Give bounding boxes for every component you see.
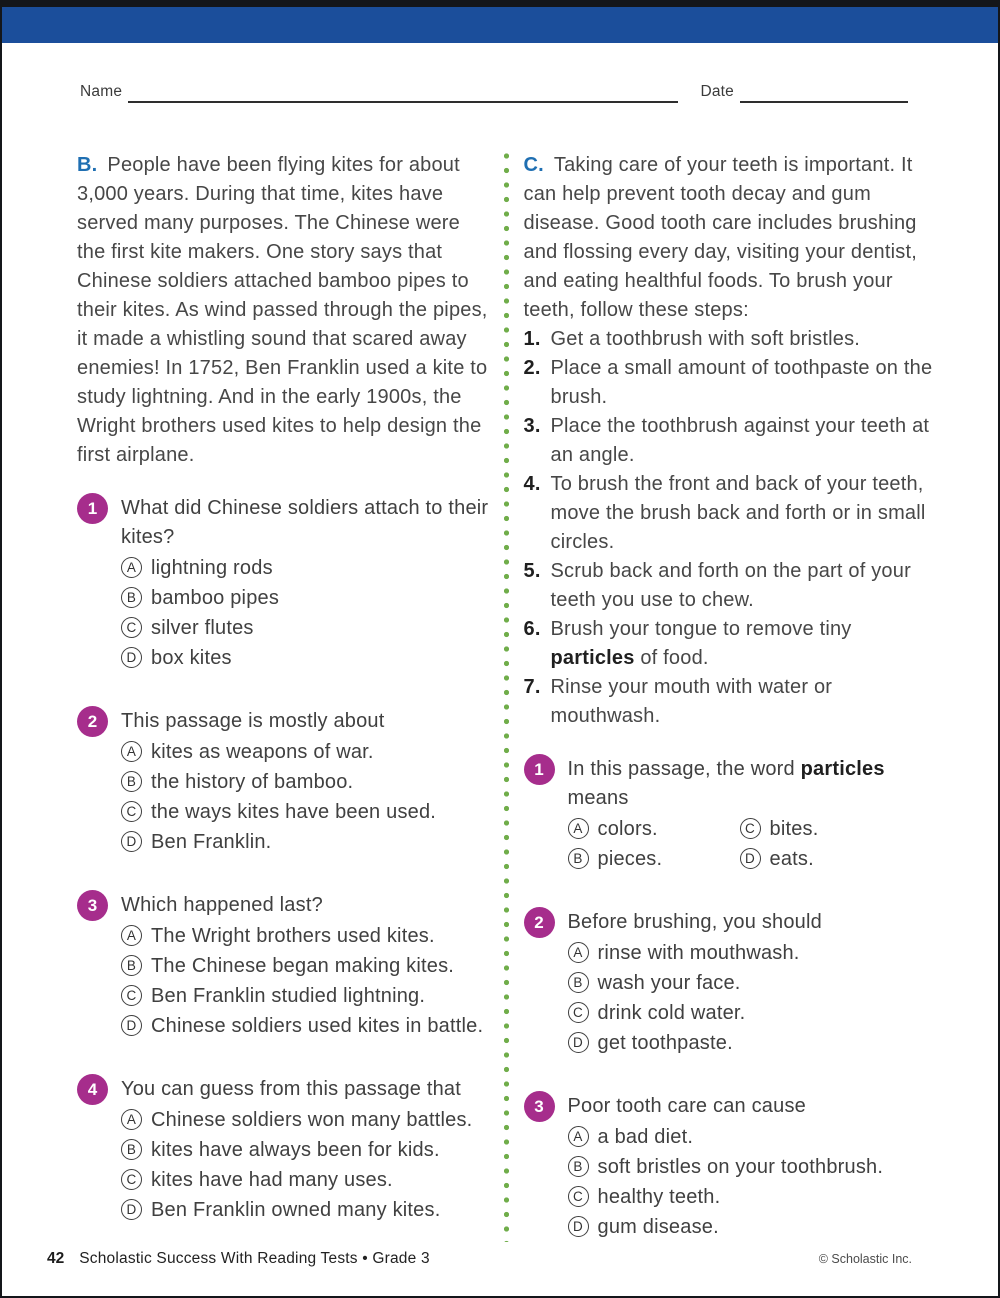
text-segment: This passage is mostly about (121, 710, 385, 732)
option-text: The Wright brothers used kites. (151, 925, 435, 947)
question-number-badge: 2 (77, 706, 108, 737)
name-date-row (80, 81, 908, 103)
question-stem (568, 1092, 937, 1121)
option-letter-circle: B (121, 1139, 142, 1160)
text-segment: Place the toothbrush against your teeth at an angle. (550, 415, 930, 466)
step-number: 5. (523, 560, 541, 582)
option-text: kites have had many uses. (151, 1169, 393, 1191)
name-label: Name (80, 83, 123, 100)
question-block (77, 891, 490, 1041)
option-letter-circle: C (121, 1169, 142, 1190)
footer-book-title: Scholastic Success With Reading Tests • Grade 3 (79, 1250, 430, 1267)
step-number: 3. (523, 415, 541, 437)
option-letter-circle: A (568, 942, 589, 963)
option-text: bites. (769, 818, 819, 840)
option-letter-circle: B (568, 1156, 589, 1177)
question-number-badge: 4 (77, 1074, 108, 1105)
passage-step (524, 673, 937, 731)
option-letter-circle: B (568, 972, 589, 993)
two-column-layout (77, 151, 936, 1242)
question-stem (568, 908, 937, 937)
answer-option[interactable] (568, 968, 937, 998)
answer-option[interactable] (121, 1105, 490, 1135)
passage-step (524, 615, 937, 673)
step-text (551, 328, 861, 350)
footer-left (47, 1250, 430, 1268)
option-letter-circle: A (121, 741, 142, 762)
option-letter-circle: C (121, 985, 142, 1006)
option-text: Ben Franklin owned many kites. (151, 1199, 441, 1221)
answer-option[interactable] (121, 797, 490, 827)
option-letter-circle: D (121, 1199, 142, 1220)
step-text (551, 560, 911, 611)
option-letter-circle: A (121, 925, 142, 946)
option-text: lightning rods (151, 557, 273, 579)
question-stem (121, 891, 490, 920)
option-text: Ben Franklin. (151, 831, 272, 853)
option-text: the history of bamboo. (151, 771, 354, 793)
option-letter-circle: D (568, 1032, 589, 1053)
question-number-badge: 3 (77, 890, 108, 921)
answer-option[interactable] (121, 737, 490, 767)
option-letter-circle: D (121, 831, 142, 852)
question-body (121, 1075, 490, 1225)
option-letter-circle: B (121, 771, 142, 792)
answer-option[interactable] (121, 951, 490, 981)
step-number: 6. (523, 618, 541, 640)
question-number-badge: 3 (524, 1091, 555, 1122)
option-text: gum disease. (597, 1216, 719, 1238)
option-text: healthy teeth. (597, 1186, 721, 1208)
text-segment: In this passage, the word (567, 758, 801, 780)
text-segment: To brush the front and back of your teeth, move the brush back and forth or in small circles. (550, 473, 926, 553)
passage-c-steps (524, 325, 937, 731)
option-text: silver flutes (151, 617, 254, 639)
answer-option[interactable] (121, 553, 490, 583)
answer-options (121, 553, 490, 673)
question-block (77, 494, 490, 673)
option-letter-circle: A (121, 1109, 142, 1130)
text-segment: You can guess from this passage that (121, 1078, 462, 1100)
text-segment: Before brushing, you should (567, 911, 822, 933)
passage-b-questions (77, 494, 490, 1225)
question-body (568, 755, 937, 874)
answer-option[interactable] (121, 921, 490, 951)
question-block (77, 1075, 490, 1225)
text-segment: means (567, 787, 629, 809)
question-block (524, 908, 937, 1058)
answer-option[interactable] (740, 814, 937, 844)
option-text: Chinese soldiers used kites in battle. (151, 1015, 484, 1037)
step-number: 7. (523, 676, 541, 698)
answer-option[interactable] (121, 1011, 490, 1041)
passage-c (524, 151, 937, 325)
question-stem (121, 1075, 490, 1104)
text-segment: Scrub back and forth on the part of your teeth you use to chew. (550, 560, 911, 611)
option-letter-circle: A (121, 557, 142, 578)
answer-option[interactable] (568, 1212, 937, 1242)
step-number: 1. (523, 328, 541, 350)
option-text: The Chinese began making kites. (151, 955, 455, 977)
answer-option[interactable] (121, 1195, 490, 1225)
name-input-line[interactable] (128, 81, 678, 103)
question-body (568, 1092, 937, 1242)
passage-step (524, 557, 937, 615)
text-segment: of food. (634, 647, 709, 669)
question-block (77, 707, 490, 857)
step-text (551, 618, 852, 669)
left-column (77, 151, 490, 1242)
answer-option[interactable] (121, 981, 490, 1011)
answer-option[interactable] (568, 814, 740, 844)
answer-option[interactable] (121, 613, 490, 643)
step-number: 2. (523, 357, 541, 379)
passage-c-questions (524, 755, 937, 1242)
passage-step (524, 470, 937, 557)
text-segment: Rinse your mouth with water or mouthwash. (550, 676, 833, 727)
text-segment: Which happened last? (121, 894, 323, 916)
question-stem (568, 755, 937, 813)
question-stem (121, 707, 490, 736)
option-text: colors. (597, 818, 658, 840)
answer-options (568, 938, 937, 1058)
date-label: Date (700, 83, 734, 100)
option-letter-circle: D (121, 1015, 142, 1036)
footer-copyright: © Scholastic Inc. (818, 1252, 912, 1266)
question-block (524, 1092, 937, 1242)
step-text (551, 676, 833, 727)
option-text: eats. (769, 848, 814, 870)
answer-option[interactable] (121, 643, 490, 673)
option-letter-circle: C (740, 818, 761, 839)
question-number-badge: 1 (524, 754, 555, 785)
question-stem (121, 494, 490, 552)
answer-options (568, 1122, 937, 1242)
text-segment: Brush your tongue to remove tiny (550, 618, 852, 640)
text-segment: Poor tooth care can cause (567, 1095, 806, 1117)
question-block (524, 755, 937, 874)
bold-vocabulary-word: particles (800, 758, 885, 780)
option-text: Ben Franklin studied lightning. (151, 985, 426, 1007)
answer-option[interactable] (568, 1028, 937, 1058)
passage-b (77, 151, 490, 470)
step-text (551, 357, 933, 408)
option-text: Chinese soldiers won many battles. (151, 1109, 473, 1131)
text-segment: Place a small amount of toothpaste on the brush. (550, 357, 933, 408)
answer-option[interactable] (121, 583, 490, 613)
answer-option[interactable] (568, 938, 937, 968)
bold-vocabulary-word: particles (550, 647, 635, 669)
dotted-column-divider (504, 151, 509, 1242)
answer-option[interactable] (568, 1152, 937, 1182)
page-footer (47, 1250, 912, 1268)
text-segment: What did Chinese soldiers attach to their kites? (121, 497, 489, 548)
step-text (551, 415, 930, 466)
answer-option[interactable] (568, 1182, 937, 1212)
option-text: wash your face. (597, 972, 741, 994)
header-bar (2, 7, 998, 43)
passage-c-intro: Taking care of your teeth is important. It can help prevent tooth decay and gum disease. Good tooth care includes brushing and flossing every day, visiting your dentist, and eating healthful foods. To brush your teeth, follow these steps: (523, 154, 917, 321)
question-number-badge: 1 (77, 493, 108, 524)
step-text (551, 473, 926, 553)
question-body (121, 891, 490, 1041)
answer-option[interactable] (121, 1135, 490, 1165)
answer-options (568, 814, 937, 874)
footer-page-number: 42 (47, 1250, 65, 1267)
option-letter-circle: C (568, 1186, 589, 1207)
option-text: drink cold water. (597, 1002, 746, 1024)
question-body (121, 707, 490, 857)
option-letter-circle: A (568, 1126, 589, 1147)
question-number-badge: 2 (524, 907, 555, 938)
passage-step (524, 354, 937, 412)
option-text: get toothpaste. (597, 1032, 733, 1054)
option-text: kites have always been for kids. (151, 1139, 440, 1161)
option-letter-circle: B (568, 848, 589, 869)
option-text: box kites (151, 647, 232, 669)
option-letter-circle: D (121, 647, 142, 668)
option-text: kites as weapons of war. (151, 741, 374, 763)
answer-option[interactable] (568, 1122, 937, 1152)
option-letter-circle: C (121, 801, 142, 822)
passage-step (524, 412, 937, 470)
answer-option[interactable] (121, 827, 490, 857)
option-letter-circle: B (121, 587, 142, 608)
answer-option[interactable] (568, 998, 937, 1028)
text-segment: Get a toothbrush with soft bristles. (550, 328, 861, 350)
passage-step (524, 325, 937, 354)
option-text: a bad diet. (597, 1126, 694, 1148)
step-number: 4. (523, 473, 541, 495)
answer-option[interactable] (740, 844, 937, 874)
passage-b-text: People have been flying kites for about 3,000 years. During that time, kites have served many purposes. The Chinese were the first kite makers. One story says that Chinese soldiers attached bamboo pipes to their kites. As wind passed through the pipes, it made a whistling sound that scared away enemies! In 1752, Ben Franklin used a kite to study lightning. And in the early 1900s, the Wright brothers used kites to help design the first airplane. (77, 154, 488, 466)
answer-option[interactable] (568, 844, 740, 874)
option-text: pieces. (597, 848, 663, 870)
answer-options (121, 921, 490, 1041)
option-letter-circle: C (121, 617, 142, 638)
option-text: bamboo pipes (151, 587, 280, 609)
option-letter-circle: D (568, 1216, 589, 1237)
option-letter-circle: B (121, 955, 142, 976)
answer-option[interactable] (121, 1165, 490, 1195)
option-text: rinse with mouthwash. (597, 942, 800, 964)
option-text: the ways kites have been used. (151, 801, 437, 823)
right-column (524, 151, 937, 1242)
option-text: soft bristles on your toothbrush. (597, 1156, 884, 1178)
question-body (568, 908, 937, 1058)
option-letter-circle: C (568, 1002, 589, 1023)
answer-option[interactable] (121, 767, 490, 797)
passage-c-label: C. (523, 154, 544, 176)
answer-options (121, 1105, 490, 1225)
answer-options (121, 737, 490, 857)
question-body (121, 494, 490, 673)
passage-b-label: B. (77, 154, 98, 176)
date-input-line[interactable] (740, 81, 908, 103)
option-letter-circle: A (568, 818, 589, 839)
option-letter-circle: D (740, 848, 761, 869)
